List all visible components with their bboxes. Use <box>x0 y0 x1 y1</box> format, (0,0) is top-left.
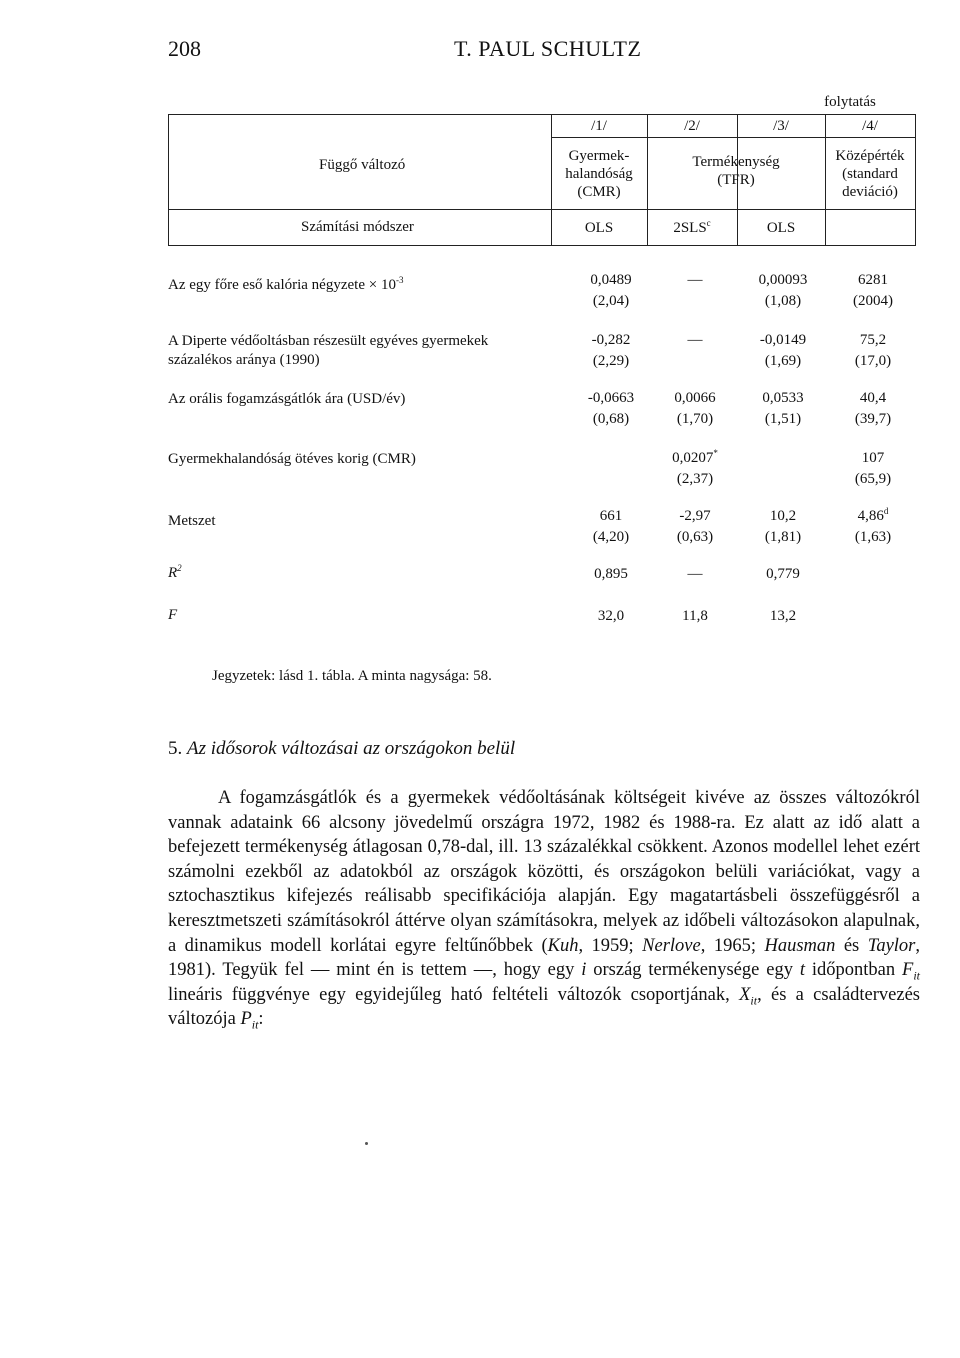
cell-col2: 0,0207* (2,37) <box>672 448 718 487</box>
cell-col4: 75,2 (17,0) <box>854 332 892 369</box>
section-title: Az idősorok változásai az országokon belül <box>187 738 516 759</box>
cell-col4: 107 (65,9) <box>854 450 892 487</box>
page-number: 208 <box>168 36 201 61</box>
column-name-mean: Középérték (standard deviáció) <box>835 148 905 200</box>
cell-col4: 6281 (2004) <box>853 272 893 309</box>
section-number: 5. <box>168 738 183 759</box>
continuation-label: folytatás <box>824 94 876 110</box>
print-speck <box>365 1142 368 1145</box>
column-name-cmr: Gyermek- halandóság (CMR) <box>565 148 633 200</box>
body-paragraph: A fogamzásgátlók és a gyermekek védőoltásának költségeit kivéve az összes változókról vannak adataink 66 alcsony jövedelmű országra 1972, 1982 és 1988-ra. Ez alatt az idő alatt a befejezett termékenység átlagosan 0,78-dal, ill. 13 százalékkal csökkent. Azonos modellel lehet ezért számolni ezekből az adatokból az országok közötti, és országokon belüli variációkat, vagy a sztochasztikus kifejezés reálisabb specifikációja alapján. Egy magatartásbeli összefüggésről a keresztmetszeti számításokról áttérve olyan számításokra, melyek az időbeli változásokon alapulnak, a dinamikus modell korlátai egyre feltűnőbbek (Kuh, 1959; Nerlove, 1965; Hausman és Taylor, 1981). Tegyük fel — mint én is tettem —, hogy egy i ország termékenysége egy t időpontban $F_{it}$ lineáris függvénye egy egyidejűleg ható feltételi változók csoportjának, $X_{it}$, és a családtervezés változója $P_{it}$: <box>168 788 921 1033</box>
column-number-3: /3/ <box>773 118 789 134</box>
table-notes: Jegyzetek: lásd 1. tábla. A minta nagysága: 58. <box>212 668 492 684</box>
section-heading <box>168 738 515 760</box>
row-label: Az orális fogamzásgátlók ára (USD/év) <box>168 391 406 407</box>
row-label: Gyermekhalandóság ötéves korig (CMR) <box>168 451 416 467</box>
method-col-1: OLS <box>584 220 614 236</box>
page-header <box>168 36 920 66</box>
cell-col1: -0,0663 (0,68) <box>587 390 635 427</box>
cell-col1: -0,282 (2,29) <box>591 332 631 369</box>
cell-col3: 13,2 <box>769 608 797 624</box>
divider <box>551 137 915 138</box>
column-number-1: /1/ <box>591 118 607 134</box>
running-title: T. PAUL SCHULTZ <box>454 36 642 61</box>
cell-col1: 0,0489 (2,04) <box>590 272 632 309</box>
row-label: $R^2$ <box>168 563 182 581</box>
divider <box>169 209 915 210</box>
cell-col2: 0,0066 (1,70) <box>674 390 716 427</box>
column-name-fertility: Termékenység (TFR) <box>692 154 780 188</box>
cell-col2: — <box>687 566 703 582</box>
cell-col3: -0,0149 (1,69) <box>759 332 807 369</box>
method-col-3: OLS <box>766 220 796 236</box>
row-label: A Diperte védőoltásban részesült egyéves gyermekek százalékos aránya (1990) <box>168 333 489 368</box>
cell-col2: — <box>687 272 703 288</box>
row-label: Metszet <box>168 513 216 529</box>
cell-col4: 40,4 (39,7) <box>854 390 892 427</box>
cell-col1: 661 (4,20) <box>592 508 630 545</box>
method-col-2: 2SLS$^c$ <box>673 218 711 236</box>
dependent-variable-label: Függő változó <box>319 157 406 173</box>
cell-col2: — <box>687 332 703 348</box>
cell-col2: 11,8 <box>682 608 708 624</box>
column-number-2: /2/ <box>684 118 700 134</box>
cell-col3: 0,0533 (1,51) <box>762 390 804 427</box>
cell-col2: -2,97 (0,63) <box>676 508 714 545</box>
cell-col3: 10,2 (1,81) <box>764 508 802 545</box>
cell-col1: 32,0 <box>597 608 625 624</box>
cell-col4: 4,86$^d$ (1,63) <box>854 506 892 545</box>
cell-col1: 0,895 <box>594 566 628 582</box>
table-header-box <box>168 114 916 246</box>
cell-col3: 0,779 <box>766 566 800 582</box>
row-label: F <box>168 607 178 623</box>
method-label: Számítási módszer <box>301 219 414 235</box>
cell-col3: 0,00093 (1,08) <box>758 272 808 309</box>
row-label: Az egy főre eső kalória négyzete × $10^{-3}$ <box>168 275 404 293</box>
column-number-4: /4/ <box>862 118 878 134</box>
